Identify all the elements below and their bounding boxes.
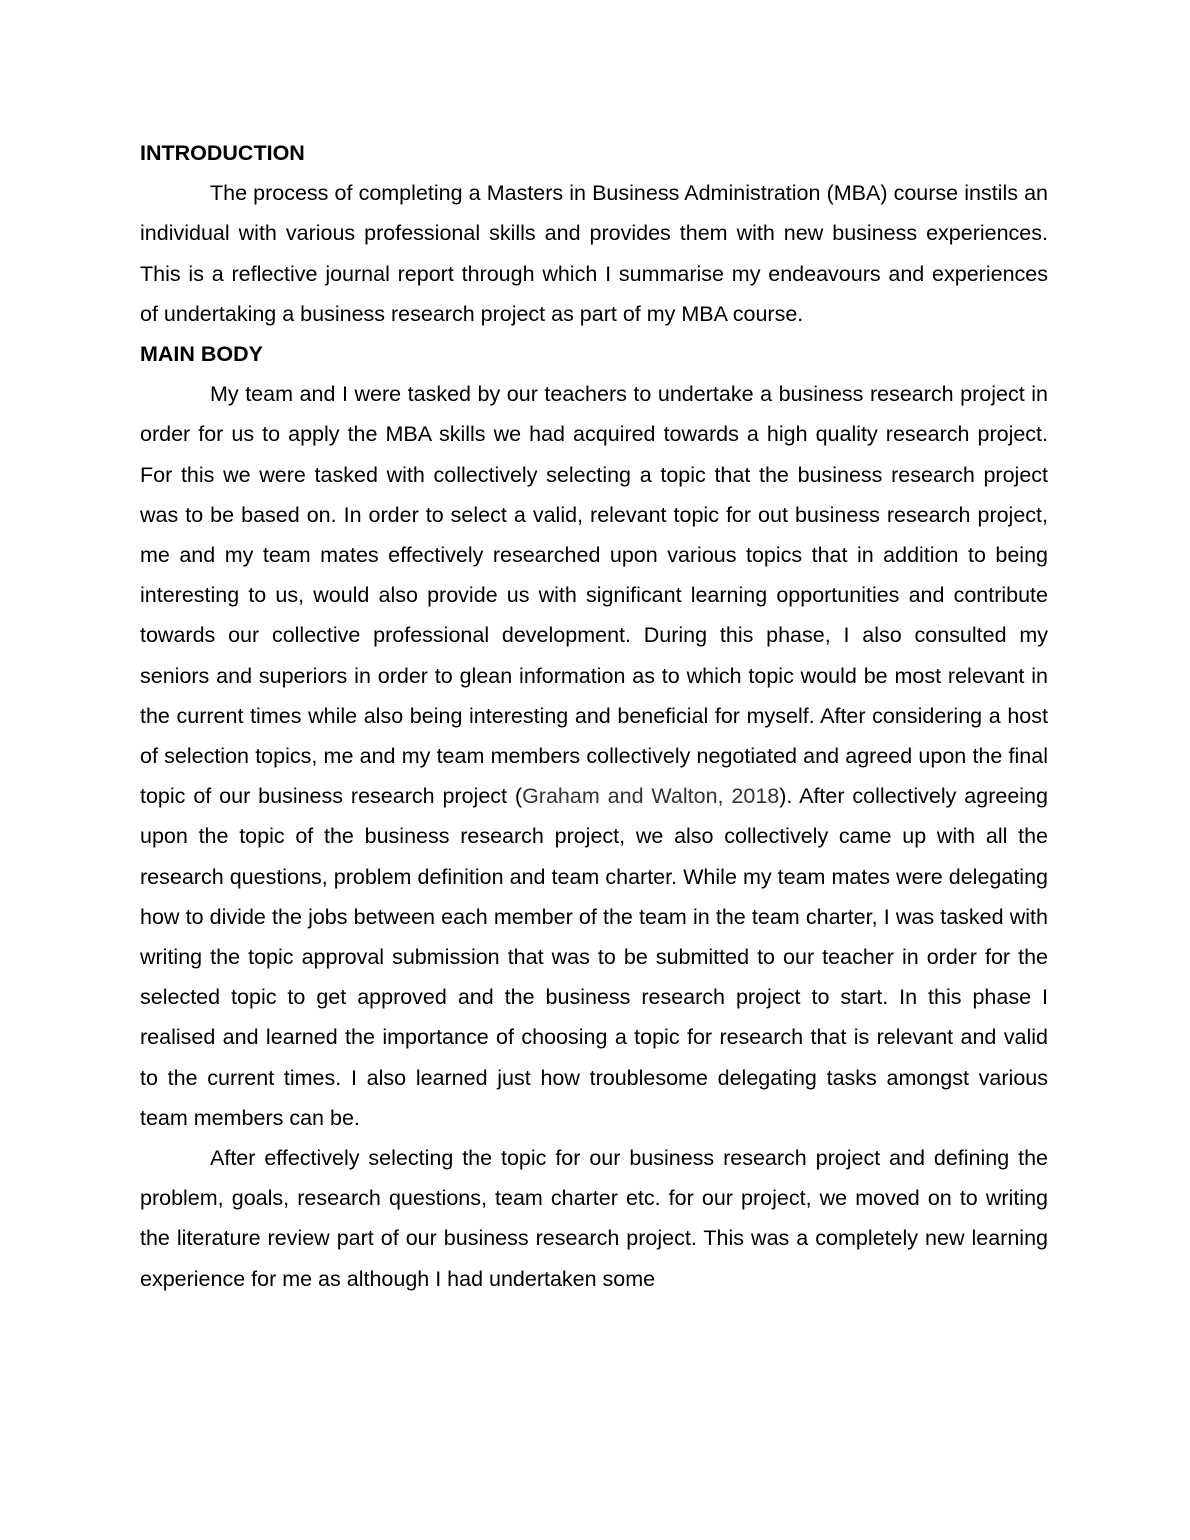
main-body-paragraph-1 xyxy=(140,374,1048,1138)
paragraph-text-before-citation: My team and I were tasked by our teachers to undertake a business research project in order for us to apply the MBA skills we had acquired towards a high quality research project. For this we were tasked with collectively selecting a topic that the business research project was to be based on. In order to select a valid, relevant topic for out business research project, me and my team mates effectively researched upon various topics that in addition to being interesting to us, would also provide us with significant learning opportunities and contribute towards our collective professional development. During this phase, I also consulted my seniors and superiors in order to glean information as to which topic would be most relevant in the current times while also being interesting and beneficial for myself. After considering a host of selection topics, me and my team members collectively negotiated and agreed upon the final topic of our business research project ( xyxy=(140,382,1048,809)
introduction-paragraph: The process of completing a Masters in Business Administration (MBA) course instils an individual with various professional skills and provides them with new business experiences. This is a reflective journal report through which I summarise my endeavours and experiences of undertaking a business research project as part of my MBA course. xyxy=(140,181,1048,326)
section-heading-introduction: INTRODUCTION xyxy=(140,141,305,165)
main-body-paragraph-2: After effectively selecting the topic for our business research project and defining the problem, goals, research questions, team charter etc. for our project, we moved on to writing the literature review part of our business research project. This was a completely new learning experience for me as although I had undertaken some xyxy=(140,1146,1048,1291)
paragraph-text-after-citation: ). After collectively agreeing upon the topic of the business research project, we also collectively came up with all the research questions, problem definition and team charter. While my team mates were delegating how to divide the jobs between each member of the team in the team charter, I was tasked with writing the topic approval submission that was to be submitted to our teacher in order for the selected topic to get approved and the business research project to start. In this phase I realised and learned the importance of choosing a topic for research that is relevant and valid to the current times. I also learned just how troublesome delegating tasks amongst various team members can be. xyxy=(140,784,1048,1130)
section-heading-main-body: MAIN BODY xyxy=(140,342,264,367)
citation-reference: Graham and Walton, 2018 xyxy=(522,784,780,809)
document-page xyxy=(140,133,1048,1299)
